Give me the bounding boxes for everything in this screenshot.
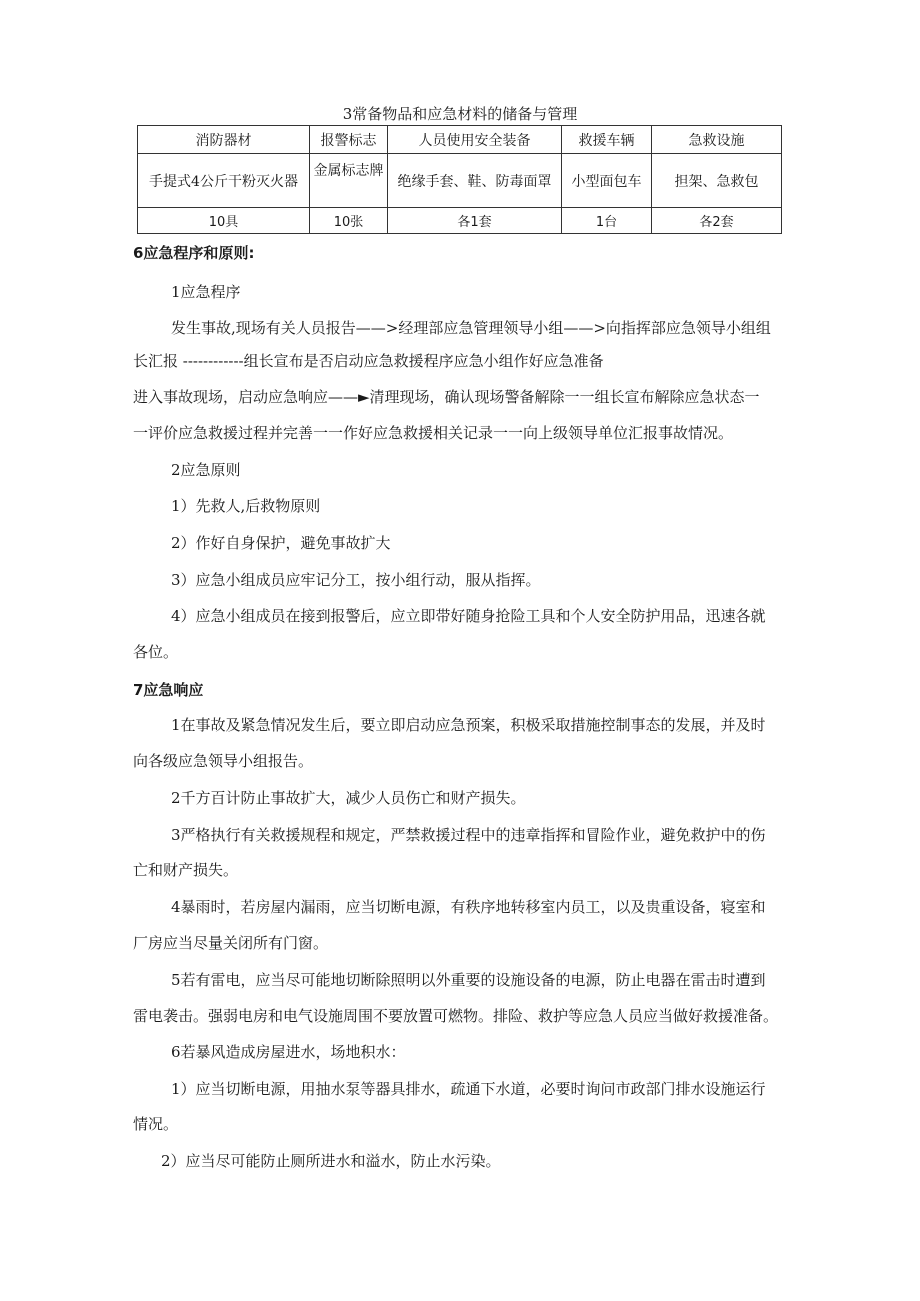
response-subitem: 2）应当尽可能防止厕所进水和溢水，防止水污染。 bbox=[161, 1152, 501, 1170]
item-cell: 手提式4公斤干粉灭火器 bbox=[138, 154, 310, 208]
header-cell: 报警标志 bbox=[310, 126, 388, 154]
response-item: 4暴雨时，若房屋内漏雨，应当切断电源，有秩序地转移室内员工，以及贵重设备，寝室和 bbox=[171, 898, 766, 916]
response-item: 6若暴风造成房屋进水，场地积水： bbox=[171, 1043, 406, 1061]
response-item: 3严格执行有关救援规程和规定，严禁救援过程中的违章指挥和冒险作业，避免救护中的伤 bbox=[171, 826, 766, 844]
paragraph-line: 发生事故,现场有关人员报告——>经理部应急管理领导小组——>向指挥部应急领导小组组 bbox=[171, 319, 771, 337]
quantity-cell: 10张 bbox=[310, 208, 388, 234]
item-cell: 金属标志牌 bbox=[310, 154, 388, 208]
paragraph-line: 长汇报 ------------组长宣布是否启动应急救援程序应急小组作好应急准备 bbox=[133, 352, 604, 370]
header-cell: 急救设施 bbox=[652, 126, 782, 154]
storage-table bbox=[137, 125, 782, 234]
quantity-cell: 各1套 bbox=[388, 208, 562, 234]
quantity-cell: 10具 bbox=[138, 208, 310, 234]
header-cell: 人员使用安全装备 bbox=[388, 126, 562, 154]
response-subitem-cont: 情况。 bbox=[133, 1115, 179, 1133]
response-item-cont: 亡和财产损失。 bbox=[133, 861, 239, 879]
principle-item: 4）应急小组成员在接到报警后，应立即带好随身抢险工具和个人安全防护用品，迅速各就 bbox=[171, 607, 766, 625]
response-item: 5若有雷电，应当尽可能地切断除照明以外重要的设施设备的电源，防止电器在雷击时遭到 bbox=[171, 971, 766, 989]
table-items-row bbox=[138, 154, 782, 208]
subheading-principles: 2应急原则 bbox=[171, 461, 241, 479]
table-caption: 3常备物品和应急材料的储备与管理 bbox=[342, 105, 578, 123]
paragraph-line: 一评价应急救援过程并完善一一作好应急救援相关记录一一向上级领导单位汇报事故情况。 bbox=[133, 424, 734, 442]
principle-item: 2）作好自身保护，避免事故扩大 bbox=[171, 534, 391, 552]
principle-item: 1）先救人,后救物原则 bbox=[171, 497, 321, 515]
item-cell: 绝缘手套、鞋、防毒面罩 bbox=[388, 154, 562, 208]
header-cell: 消防器材 bbox=[138, 126, 310, 154]
response-subitem: 1）应当切断电源，用抽水泵等器具排水，疏通下水道，必要时询问市政部门排水设施运行 bbox=[171, 1080, 766, 1098]
section-7-heading: 7应急响应 bbox=[133, 681, 204, 699]
subheading-procedure: 1应急程序 bbox=[171, 283, 241, 301]
item-cell: 担架、急救包 bbox=[652, 154, 782, 208]
item-cell: 小型面包车 bbox=[562, 154, 652, 208]
response-item: 2千方百计防止事故扩大，减少人员伤亡和财产损失。 bbox=[171, 789, 526, 807]
table-quantity-row bbox=[138, 208, 782, 234]
principle-item-cont: 各位。 bbox=[133, 643, 179, 661]
response-item: 1在事故及紧急情况发生后，要立即启动应急预案，积极采取措施控制事态的发展，并及时 bbox=[171, 716, 766, 734]
response-item-cont: 向各级应急领导小组报告。 bbox=[133, 752, 314, 770]
response-item-cont: 雷电袭击。强弱电房和电气设施周围不要放置可燃物。排险、救护等应急人员应当做好救援准备。 bbox=[133, 1007, 779, 1025]
header-cell: 救援车辆 bbox=[562, 126, 652, 154]
table-header-row bbox=[138, 126, 782, 154]
paragraph-line: 进入事故现场，启动应急响应——►清理现场，确认现场警备解除一一组长宣布解除应急状态一 bbox=[133, 388, 760, 406]
quantity-cell: 各2套 bbox=[652, 208, 782, 234]
response-item-cont: 厂房应当尽量关闭所有门窗。 bbox=[133, 934, 329, 952]
quantity-cell: 1台 bbox=[562, 208, 652, 234]
principle-item: 3）应急小组成员应牢记分工，按小组行动，服从指挥。 bbox=[171, 571, 541, 589]
section-6-heading: 6应急程序和原则: bbox=[133, 244, 255, 262]
